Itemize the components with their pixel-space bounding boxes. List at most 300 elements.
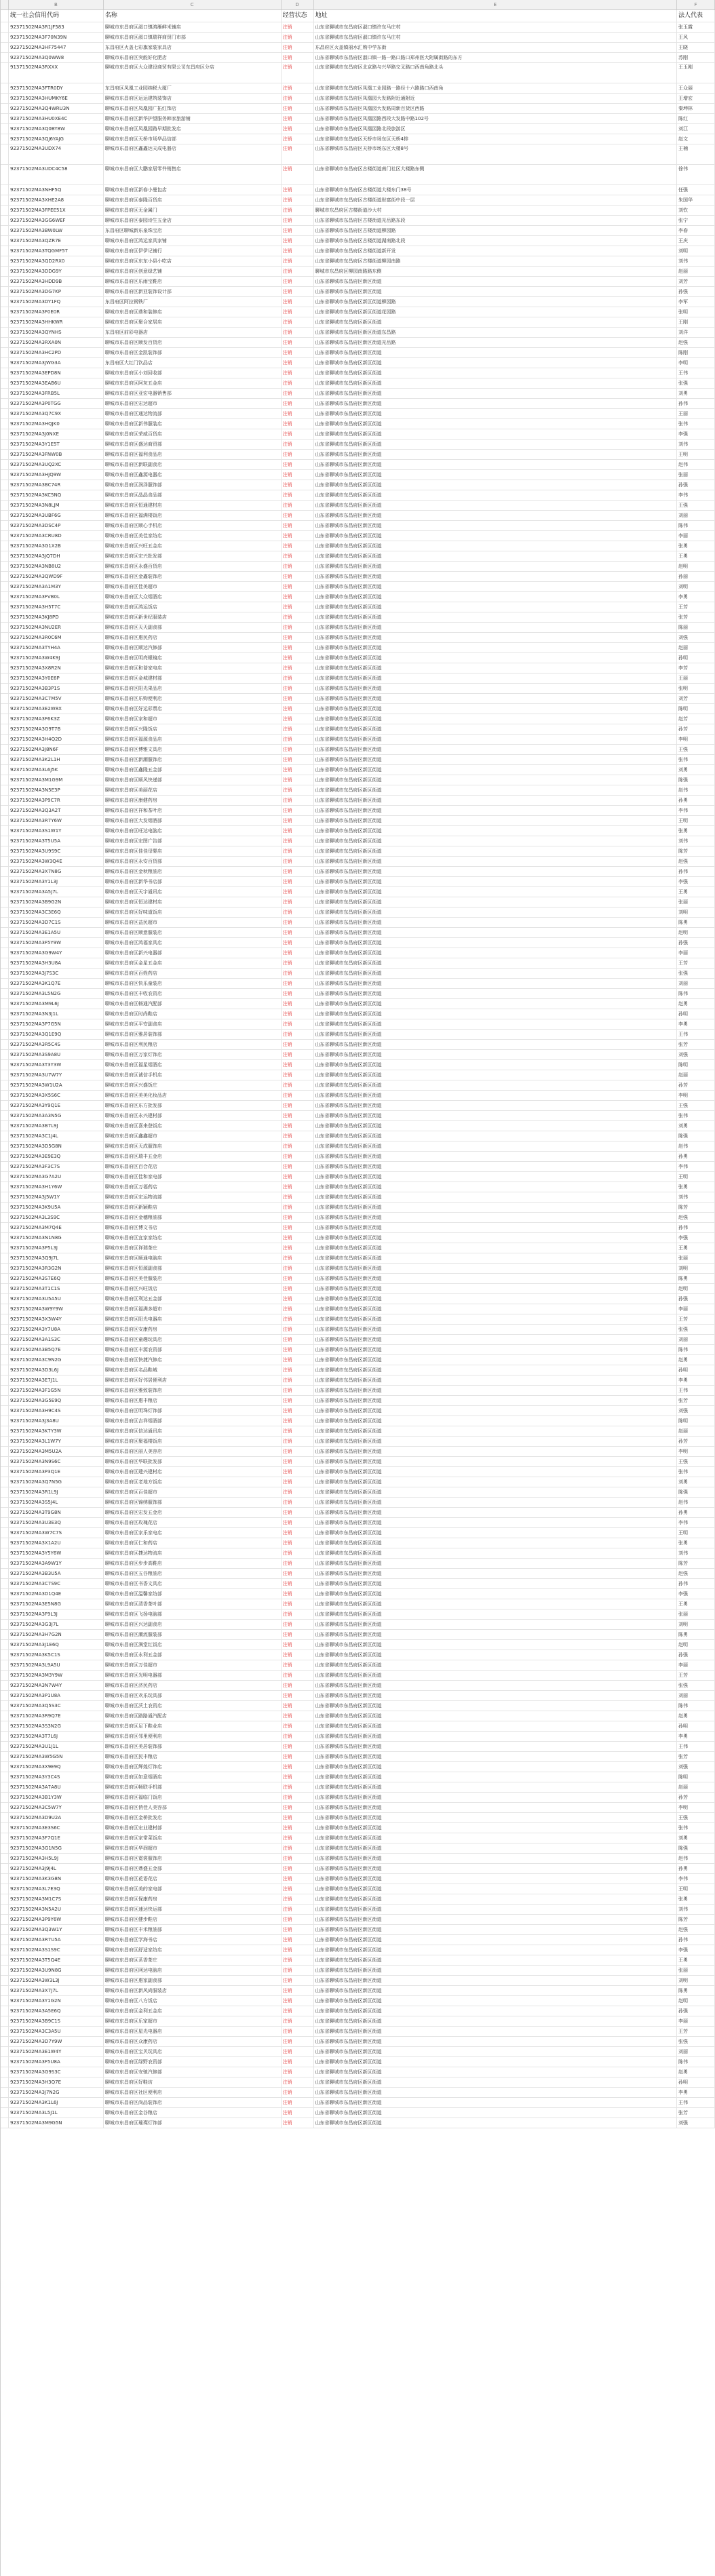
cell-status[interactable]: 注销: [282, 185, 314, 195]
cell-person[interactable]: 王明: [677, 1884, 715, 1894]
cell-code[interactable]: 92371502MA3DG7KP: [9, 287, 104, 296]
cell-address[interactable]: 山东省聊城市东昌府区新区街道: [314, 846, 677, 856]
cell-name[interactable]: 聊城市东昌府区运运建筑装饰店: [104, 94, 282, 103]
row-header[interactable]: [1, 134, 9, 144]
cell-code[interactable]: 92371502MA3L9A5U: [9, 1660, 104, 1670]
cell-person[interactable]: 陈伟: [677, 1345, 715, 1354]
row-header[interactable]: [1, 1426, 9, 1436]
row-header[interactable]: [1, 348, 9, 357]
column-header-b[interactable]: B: [9, 0, 104, 9]
cell-code[interactable]: 92371502MA3F7Q1E: [9, 1833, 104, 1843]
cell-person[interactable]: 李强: [677, 1233, 715, 1243]
cell-status[interactable]: 注销: [282, 1203, 314, 1212]
cell-address[interactable]: 山东省聊城市东昌府区新区街道: [314, 1660, 677, 1670]
row-header[interactable]: [1, 999, 9, 1009]
cell-address[interactable]: 山东省聊城市东昌府区新区街道: [314, 1264, 677, 1273]
cell-address[interactable]: 山东省聊城市东昌府区新区街道: [314, 1019, 677, 1029]
cell-address[interactable]: 山东省聊城市东昌府区新区街道: [314, 1396, 677, 1405]
row-header[interactable]: [1, 1203, 9, 1212]
row-header[interactable]: [1, 1406, 9, 1416]
cell-address[interactable]: 山东省聊城市东昌府区新区街道: [314, 1833, 677, 1843]
cell-address[interactable]: 山东省聊城市东昌府区新区街道: [314, 755, 677, 764]
row-header[interactable]: [1, 1996, 9, 2006]
cell-name[interactable]: 聊城市东昌府区百姓药店: [104, 969, 282, 978]
row-header[interactable]: [1, 857, 9, 866]
cell-status[interactable]: 注销: [282, 206, 314, 215]
cell-address[interactable]: 山东省聊城市东昌府区新区街道: [314, 399, 677, 408]
cell-name[interactable]: 聊城市东昌府区兴达副食店: [104, 1620, 282, 1629]
cell-person[interactable]: 刘勇: [677, 1121, 715, 1131]
cell-status[interactable]: 注销: [282, 1447, 314, 1456]
cell-address[interactable]: 山东省聊城市东昌府区新区街道: [314, 511, 677, 520]
cell-status[interactable]: 注销: [282, 1874, 314, 1884]
cell-status[interactable]: 注销: [282, 104, 314, 113]
row-header[interactable]: [1, 1386, 9, 1395]
cell-address[interactable]: 山东省聊城市东昌府区新区街道: [314, 1070, 677, 1080]
cell-address[interactable]: 山东省聊城市东昌府区新区街道: [314, 806, 677, 815]
cell-code[interactable]: 92371502MA3L5J1L: [9, 2108, 104, 2118]
cell-person[interactable]: 张勇: [677, 1182, 715, 1192]
cell-person[interactable]: 李明: [677, 1447, 715, 1456]
cell-code[interactable]: 92371502MA3HUMKY6E: [9, 94, 104, 103]
cell-address[interactable]: 山东省聊城市东昌府区新区街道: [314, 1528, 677, 1538]
cell-person[interactable]: 刘钦: [677, 206, 715, 215]
cell-code[interactable]: 92371502MA3P9Y6W: [9, 1915, 104, 1924]
cell-person[interactable]: 王晓: [677, 43, 715, 52]
row-header[interactable]: [1, 1375, 9, 1385]
cell-code[interactable]: 92371502MA3U3E3Q: [9, 1518, 104, 1527]
row-header[interactable]: [1, 1477, 9, 1487]
cell-status[interactable]: 注销: [282, 1528, 314, 1538]
cell-code[interactable]: 92371502MA3Q9J7L: [9, 1253, 104, 1263]
cell-status[interactable]: 注销: [282, 1579, 314, 1588]
cell-address[interactable]: 山东省聊城市东昌府区新区街道: [314, 1742, 677, 1751]
cell-code[interactable]: 92371502MA3B1Y3W: [9, 1793, 104, 1802]
cell-code[interactable]: 92371502MA3JWG3A: [9, 358, 104, 368]
cell-address[interactable]: 山东省聊城市东昌府区新区街道: [314, 1437, 677, 1446]
row-header[interactable]: [1, 704, 9, 714]
cell-person[interactable]: 王增宏: [677, 94, 715, 103]
row-header[interactable]: [1, 1782, 9, 1792]
cell-address[interactable]: 山东省聊城市东昌府区新区街道: [314, 1040, 677, 1049]
cell-code[interactable]: 92371502MA3FTR0DY: [9, 83, 104, 93]
cell-address[interactable]: 山东省聊城市东昌府区新区街道: [314, 1375, 677, 1385]
row-header[interactable]: [1, 1223, 9, 1232]
cell-address[interactable]: 山东省聊城市东昌府区新区街道: [314, 450, 677, 459]
row-header[interactable]: [1, 1141, 9, 1151]
cell-code[interactable]: 92371502MA3F3C7S: [9, 1162, 104, 1171]
cell-code[interactable]: 92371502MA3F1G5N: [9, 1386, 104, 1395]
cell-address[interactable]: 山东省聊城市东昌府区新区街道: [314, 1274, 677, 1283]
row-header[interactable]: [1, 165, 9, 184]
row-header[interactable]: [1, 460, 9, 469]
cell-name[interactable]: 聊城市东昌府区鼎和装修店: [104, 307, 282, 317]
cell-person[interactable]: 刘明: [677, 246, 715, 256]
row-header[interactable]: [1, 1976, 9, 1985]
cell-person[interactable]: 李丽: [677, 948, 715, 958]
cell-address[interactable]: 山东省聊城市东昌府区新区街道: [314, 1314, 677, 1324]
cell-status[interactable]: 注销: [282, 1264, 314, 1273]
cell-status[interactable]: 注销: [282, 1966, 314, 1975]
cell-name[interactable]: 聊城市东昌府区东方批发部: [104, 1101, 282, 1110]
cell-address[interactable]: 山东省聊城市东昌府区新区街道: [314, 419, 677, 429]
cell-code[interactable]: 92371502MA3KJ8PD: [9, 612, 104, 622]
cell-person[interactable]: 赵强: [677, 338, 715, 347]
cell-address[interactable]: 山东省聊城市东昌府区新区街道: [314, 836, 677, 846]
cell-name[interactable]: 聊城市东昌府区顺心手机店: [104, 521, 282, 530]
cell-address[interactable]: 山东省聊城市东昌府区新区街道: [314, 2057, 677, 2067]
cell-address[interactable]: 山东省聊城市东昌府区新区街道: [314, 1426, 677, 1436]
row-header[interactable]: [1, 1813, 9, 1822]
cell-status[interactable]: 注销: [282, 378, 314, 388]
cell-code[interactable]: 92371502MA3S7E6Q: [9, 1274, 104, 1283]
cell-name[interactable]: 聊城市东昌府区祥瑞茶庄: [104, 1243, 282, 1253]
cell-address[interactable]: 山东省聊城市东昌府区古楼街道柳园路: [314, 226, 677, 235]
cell-code[interactable]: 92371502MA3H5L9J: [9, 1854, 104, 1863]
row-header[interactable]: [1, 1945, 9, 1955]
cell-address[interactable]: 山东省聊城市东昌府区新区街道: [314, 765, 677, 775]
cell-person[interactable]: 李丽: [677, 1304, 715, 1314]
cell-address[interactable]: 山东省聊城市东昌府区新区街道: [314, 1080, 677, 1090]
cell-status[interactable]: 注销: [282, 1508, 314, 1517]
cell-code[interactable]: 92371502MA3HHKWR: [9, 317, 104, 327]
cell-name[interactable]: 聊城市东昌府区安驰汽修部: [104, 2067, 282, 2077]
cell-person[interactable]: 刘勇: [677, 1833, 715, 1843]
cell-status[interactable]: 注销: [282, 2118, 314, 2128]
cell-person[interactable]: 赵伟: [677, 1854, 715, 1863]
row-header[interactable]: [1, 94, 9, 103]
row-header[interactable]: [1, 1213, 9, 1222]
cell-address[interactable]: 山东省聊城市东昌府区新区街道: [314, 1874, 677, 1884]
cell-code[interactable]: 92371502MA3B3P1S: [9, 684, 104, 693]
cell-address[interactable]: 山东省聊城市东昌府区新区街道: [314, 1325, 677, 1334]
cell-code[interactable]: 92371502MA3QYNHS: [9, 328, 104, 337]
row-header[interactable]: [1, 399, 9, 408]
cell-address[interactable]: 山东省聊城市东昌府区凤凰园大发路附近通附近: [314, 94, 677, 103]
row-header[interactable]: [1, 1579, 9, 1588]
cell-name[interactable]: 聊城市东昌府区宏兴批发部: [104, 551, 282, 561]
row-header[interactable]: [1, 1091, 9, 1100]
cell-code[interactable]: 92371502MA3Q4WRU3N: [9, 104, 104, 113]
cell-address[interactable]: 山东省聊城市东昌府区新区街道: [314, 1141, 677, 1151]
cell-status[interactable]: 注销: [282, 1854, 314, 1863]
row-header[interactable]: [1, 2047, 9, 2056]
cell-address[interactable]: 山东省聊城市东昌府区新区街道: [314, 704, 677, 714]
cell-code[interactable]: 92371502MA3P5L3J: [9, 1243, 104, 1253]
cell-status[interactable]: 注销: [282, 816, 314, 825]
cell-address[interactable]: 山东省聊城市东昌府区新区街道: [314, 2098, 677, 2107]
cell-name[interactable]: 聊城市东昌府区鸿运家具家铺: [104, 236, 282, 246]
row-header[interactable]: [1, 1609, 9, 1619]
row-header[interactable]: [1, 1894, 9, 1904]
row-header[interactable]: [1, 1518, 9, 1527]
cell-status[interactable]: 注销: [282, 490, 314, 500]
cell-name[interactable]: 聊城市东昌府区天天副食部: [104, 623, 282, 632]
cell-name[interactable]: 聊城市东昌府区星光电器店: [104, 2027, 282, 2036]
cell-code[interactable]: 92371502MA3J5W1Y: [9, 1192, 104, 1202]
cell-address[interactable]: 山东省聊城市东昌府区新区街道: [314, 1681, 677, 1690]
cell-person[interactable]: 张伟: [677, 1467, 715, 1477]
cell-name[interactable]: 聊城市东昌府区顺发百货店: [104, 338, 282, 347]
cell-person[interactable]: 张丽: [677, 897, 715, 907]
cell-code[interactable]: 92371502MA3K1L6J: [9, 2098, 104, 2107]
cell-code[interactable]: 92371502MA3S3N2G: [9, 1721, 104, 1731]
cell-name[interactable]: 聊城市东昌府区清香茶叶部: [104, 1599, 282, 1609]
cell-address[interactable]: 山东省聊城市东昌府区新区街道: [314, 816, 677, 825]
cell-address[interactable]: 山东省聊城市东昌府区新区街道: [314, 928, 677, 937]
row-header[interactable]: [1, 480, 9, 490]
cell-person[interactable]: 王芳: [677, 958, 715, 968]
cell-status[interactable]: 注销: [282, 43, 314, 52]
cell-address[interactable]: 山东省聊城市东昌府区新区街道: [314, 1243, 677, 1253]
cell-status[interactable]: 注销: [282, 1233, 314, 1243]
cell-person[interactable]: 李明: [677, 735, 715, 744]
cell-name[interactable]: 聊城市东昌府区永利五金部: [104, 1650, 282, 1660]
cell-status[interactable]: 注销: [282, 1253, 314, 1263]
row-header[interactable]: [1, 877, 9, 886]
cell-code[interactable]: 92371502MA3T5U5A: [9, 836, 104, 846]
row-header[interactable]: [1, 1772, 9, 1782]
cell-name[interactable]: 聊城市东昌府区霓裳服饰店: [104, 1854, 282, 1863]
cell-address[interactable]: 山东省聊城市东昌府区新区街道: [314, 1447, 677, 1456]
row-header[interactable]: [1, 2057, 9, 2067]
cell-person[interactable]: 李伟: [677, 806, 715, 815]
cell-person[interactable]: 王强: [677, 1101, 715, 1110]
cell-code[interactable]: 92371502MA3T3Y3W: [9, 1060, 104, 1070]
cell-person[interactable]: 王玉刚: [677, 63, 715, 83]
cell-name[interactable]: 聊城市东昌府区美美化妆品店: [104, 1091, 282, 1100]
cell-address[interactable]: 山东省聊城市东昌府区新区街道: [314, 501, 677, 510]
cell-status[interactable]: 注销: [282, 1396, 314, 1405]
cell-person[interactable]: 陈芳: [677, 1915, 715, 1924]
cell-code[interactable]: 92371502MA3Q5S3C: [9, 1701, 104, 1711]
cell-status[interactable]: 注销: [282, 796, 314, 805]
cell-code[interactable]: 91371502MA3RXXX: [9, 63, 104, 83]
row-header[interactable]: [1, 887, 9, 897]
cell-address[interactable]: 山东省聊城市东昌府区新区街道: [314, 979, 677, 988]
cell-person[interactable]: 李军: [677, 297, 715, 307]
cell-person[interactable]: 刘丽: [677, 511, 715, 520]
cell-name[interactable]: 聊城市东昌府区佳和家电部: [104, 1172, 282, 1182]
row-header[interactable]: [1, 714, 9, 724]
cell-address[interactable]: 山东省聊城市东昌府区新区街道: [314, 480, 677, 490]
row-header[interactable]: [1, 653, 9, 663]
cell-person[interactable]: 刘勇: [677, 1477, 715, 1487]
row-header[interactable]: [1, 1498, 9, 1507]
cell-name[interactable]: 聊城市东昌府区恒源副食部: [104, 1264, 282, 1273]
row-header[interactable]: [1, 562, 9, 571]
cell-address[interactable]: 山东省聊城市东昌府区新区街道: [314, 1538, 677, 1548]
row-header[interactable]: [1, 1640, 9, 1650]
cell-name[interactable]: 聊城市东昌府区祥和茶叶店: [104, 806, 282, 815]
cell-status[interactable]: 注销: [282, 1589, 314, 1599]
cell-person[interactable]: 刘伟: [677, 256, 715, 266]
cell-status[interactable]: 注销: [282, 846, 314, 856]
cell-name[interactable]: 聊城市东昌府区尚品装饰店: [104, 2098, 282, 2107]
cell-address[interactable]: 山东省聊城市东昌府区新区街道: [314, 1793, 677, 1802]
cell-status[interactable]: 注销: [282, 1498, 314, 1507]
row-header[interactable]: [1, 246, 9, 256]
cell-address[interactable]: 山东省聊城市东昌府区新区街道: [314, 1976, 677, 1985]
cell-address[interactable]: 山东省聊城市东昌府区古楼街道南门社区大楼路东侧: [314, 165, 677, 184]
cell-address[interactable]: 山东省聊城市东昌府区新区街道: [314, 1843, 677, 1853]
cell-status[interactable]: 注销: [282, 1782, 314, 1792]
row-header[interactable]: [1, 1182, 9, 1192]
cell-person[interactable]: 张强: [677, 969, 715, 978]
row-header[interactable]: [1, 1447, 9, 1456]
row-header[interactable]: [1, 816, 9, 825]
cell-name[interactable]: 聊城市东昌府区家乐家电店: [104, 1528, 282, 1538]
cell-status[interactable]: 注销: [282, 2016, 314, 2026]
cell-code[interactable]: 92371502MA3P3Q1E: [9, 1467, 104, 1477]
cell-status[interactable]: 注销: [282, 399, 314, 408]
cell-address[interactable]: 山东省聊城市东昌府区新区街道: [314, 1284, 677, 1293]
cell-person[interactable]: 赵文: [677, 134, 715, 144]
cell-code[interactable]: 92371502MA3S1W1Y: [9, 826, 104, 836]
cell-name[interactable]: 聊城市东昌府区仁和药店: [104, 1538, 282, 1548]
cell-address[interactable]: 山东省聊城市东昌府区新区街道: [314, 612, 677, 622]
cell-name[interactable]: 聊城市东昌府区花语花店: [104, 1874, 282, 1884]
row-header[interactable]: [1, 287, 9, 296]
cell-address[interactable]: 山东省聊城市东昌府区新区街道: [314, 2006, 677, 2016]
cell-code[interactable]: 92371502MA3QJ6YAJG: [9, 134, 104, 144]
cell-code[interactable]: 92371502MA3FPEE51X: [9, 206, 104, 215]
cell-status[interactable]: 注销: [282, 297, 314, 307]
cell-code[interactable]: 92371502MA3A5J7L: [9, 887, 104, 897]
cell-person[interactable]: 赵明: [677, 928, 715, 937]
cell-status[interactable]: 注销: [282, 1884, 314, 1894]
cell-status[interactable]: 注销: [282, 94, 314, 103]
cell-address[interactable]: 山东省聊城市东昌府区新区街道: [314, 908, 677, 917]
cell-code[interactable]: 92371502MA3G9W4Y: [9, 948, 104, 958]
cell-status[interactable]: 注销: [282, 328, 314, 337]
row-header[interactable]: [1, 83, 9, 93]
cell-address[interactable]: 山东省聊城市东昌府区新区街道: [314, 1131, 677, 1141]
cell-name[interactable]: 聊城市东昌府区光明电器部: [104, 1671, 282, 1680]
cell-address[interactable]: 山东省聊城市东昌府区新区街道: [314, 1030, 677, 1039]
cell-status[interactable]: 注销: [282, 572, 314, 581]
cell-address[interactable]: 山东省聊城市东昌府区新区街道: [314, 877, 677, 886]
row-header[interactable]: [1, 63, 9, 83]
cell-address[interactable]: 山东省聊城市东昌府区新区街道: [314, 440, 677, 449]
cell-name[interactable]: 聊城市东昌府区百合花店: [104, 1162, 282, 1171]
cell-status[interactable]: 注销: [282, 1050, 314, 1059]
cell-person[interactable]: 张芳: [677, 1040, 715, 1049]
row-header[interactable]: [1, 1294, 9, 1304]
row-header[interactable]: [1, 1030, 9, 1039]
cell-status[interactable]: 注销: [282, 1772, 314, 1782]
cell-code[interactable]: 92371502MA3E5N8G: [9, 1599, 104, 1609]
cell-code[interactable]: 92371502MA3H9C4S: [9, 1406, 104, 1416]
cell-name[interactable]: 聊城市东昌府区兴隆饭店: [104, 724, 282, 734]
cell-name[interactable]: 聊城市东昌府区旺达电脑店: [104, 826, 282, 836]
cell-status[interactable]: 注销: [282, 1284, 314, 1293]
row-header[interactable]: [1, 612, 9, 622]
cell-address[interactable]: 山东省聊城市东昌府区新区街道东昌路: [314, 328, 677, 337]
cell-person[interactable]: 王芳: [677, 2027, 715, 2036]
cell-person[interactable]: 王强: [677, 745, 715, 754]
cell-person[interactable]: 陈明: [677, 1772, 715, 1782]
cell-person[interactable]: 刘江: [677, 124, 715, 134]
cell-address[interactable]: 山东省聊城市东昌府区新区街道: [314, 1772, 677, 1782]
cell-name[interactable]: 聊城市东昌府区金谷粮店: [104, 2108, 282, 2118]
row-header[interactable]: [1, 1630, 9, 1639]
cell-name[interactable]: 聊城市东昌府区明珠灯饰部: [104, 1406, 282, 1416]
row-header[interactable]: [1, 846, 9, 856]
cell-name[interactable]: 聊城市东昌府区畅联手机部: [104, 1782, 282, 1792]
row-header[interactable]: [1, 1233, 9, 1243]
cell-status[interactable]: 注销: [282, 33, 314, 42]
cell-name[interactable]: 聊城市东昌府区顺达汽修部: [104, 643, 282, 652]
cell-code[interactable]: 92371502MA3D7C1S: [9, 918, 104, 927]
row-header[interactable]: [1, 450, 9, 459]
row-header[interactable]: [1, 2037, 9, 2046]
cell-code[interactable]: 92371502MA3N1N8G: [9, 1233, 104, 1243]
cell-person[interactable]: 李明: [677, 1803, 715, 1812]
cell-status[interactable]: 注销: [282, 1406, 314, 1416]
cell-code[interactable]: 92371502MA3C5W7Y: [9, 1803, 104, 1812]
cell-person[interactable]: 刘芳: [677, 277, 715, 286]
cell-address[interactable]: 山东省聊城市东昌府区新区街道: [314, 2088, 677, 2097]
cell-code[interactable]: 92371502MA3C9N2G: [9, 1355, 104, 1365]
cell-name[interactable]: 聊城市东昌府区金鑫装饰店: [104, 572, 282, 581]
cell-person[interactable]: 孙强: [677, 2006, 715, 2016]
cell-code[interactable]: 92371502MA3F9L3J: [9, 1609, 104, 1619]
cell-name[interactable]: 聊城市东昌府区万家灯饰店: [104, 1050, 282, 1059]
cell-address[interactable]: 山东省聊城市东昌府区新区街道: [314, 1935, 677, 1945]
row-header[interactable]: [1, 43, 9, 52]
cell-person[interactable]: 陈强: [677, 1487, 715, 1497]
row-header[interactable]: [1, 551, 9, 561]
cell-status[interactable]: 注销: [282, 1721, 314, 1731]
cell-code[interactable]: 92371502MA3H3Q7E: [9, 2077, 104, 2087]
cell-code[interactable]: 92371502MA3F6K3Z: [9, 714, 104, 724]
cell-address[interactable]: 山东省聊城市东昌府区新区街道: [314, 653, 677, 663]
cell-status[interactable]: 注销: [282, 1009, 314, 1019]
cell-name[interactable]: 聊城市东昌府区书香文具店: [104, 1579, 282, 1588]
cell-code[interactable]: 92371502MA3D5G8N: [9, 1141, 104, 1151]
cell-address[interactable]: 山东省聊城市东昌府区新区街道: [314, 1559, 677, 1568]
cell-status[interactable]: 注销: [282, 714, 314, 724]
cell-code[interactable]: 92371502MA3X5S6C: [9, 1091, 104, 1100]
cell-address[interactable]: 山东省聊城市东昌府区新区街道: [314, 1345, 677, 1354]
cell-address[interactable]: 山东省聊城市东昌府区新区街道: [314, 623, 677, 632]
cell-person[interactable]: 刘勇: [677, 389, 715, 398]
cell-code[interactable]: 92371502MA3Q3A2T: [9, 806, 104, 815]
row-header[interactable]: [1, 1762, 9, 1772]
header-address[interactable]: 地址: [314, 10, 677, 22]
cell-address[interactable]: 山东省聊城市东昌府区淑口镇一路一路口路口郑州医大附属街路的东方: [314, 53, 677, 62]
cell-person[interactable]: 徐伟: [677, 165, 715, 184]
row-header[interactable]: [1, 1589, 9, 1599]
cell-person[interactable]: 李丽: [677, 1660, 715, 1670]
cell-status[interactable]: 注销: [282, 2088, 314, 2097]
cell-address[interactable]: 山东省聊城市东昌府区新区街道: [314, 714, 677, 724]
cell-name[interactable]: 聊城市东昌府区福星烟酒店: [104, 1060, 282, 1070]
row-header[interactable]: [1, 938, 9, 948]
cell-status[interactable]: 注销: [282, 826, 314, 836]
cell-person[interactable]: 赵勇: [677, 1711, 715, 1721]
cell-name[interactable]: 聊城市东昌府区美佳服装店: [104, 1274, 282, 1283]
row-header[interactable]: [1, 1864, 9, 1873]
cell-status[interactable]: 注销: [282, 806, 314, 815]
cell-person[interactable]: 陈刚: [677, 348, 715, 357]
cell-address[interactable]: 山东省聊城市东昌府区新区街道: [314, 1253, 677, 1263]
cell-code[interactable]: 92371502MA3C7M5V: [9, 694, 104, 703]
cell-address[interactable]: 山东省聊城市东昌府区新区街道: [314, 1711, 677, 1721]
cell-code[interactable]: 92371502MA3M3Y9W: [9, 1671, 104, 1680]
cell-status[interactable]: 注销: [282, 1437, 314, 1446]
